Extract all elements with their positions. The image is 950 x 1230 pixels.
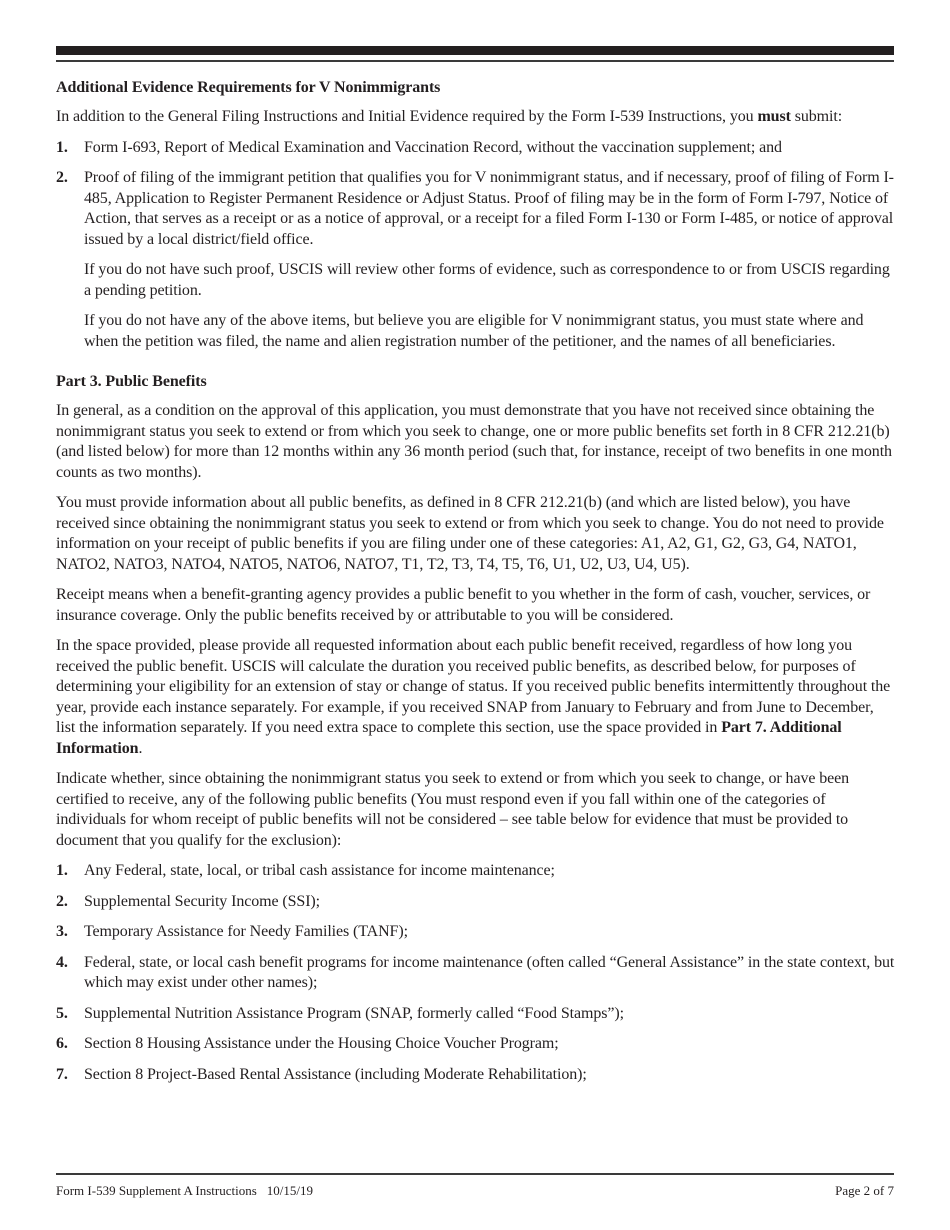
part3-paragraph: Receipt means when a benefit-granting agency provides a public benefit to you whether in the form of cash, voucher, services, or insurance coverage. Only the public benefits received by or attributable to you will be considered. <box>56 586 871 624</box>
list-item: 1. Any Federal, state, local, or tribal cash assistance for income maintenance; <box>56 862 555 879</box>
v-intro-paragraph: In addition to the General Filing Instructions and Initial Evidence required by the Form I-539 Instructions, you must submit: <box>56 108 843 125</box>
footer-form-info <box>56 1183 313 1199</box>
v-evidence-list <box>56 138 896 251</box>
list-item: 1. Form I-693, Report of Medical Examination and Vaccination Record, without the vaccination supplement; and <box>56 138 782 156</box>
v-sub-paragraph: If you do not have such proof, USCIS will review other forms of evidence, such as correspondence to or from USCIS regarding a pending petition. <box>84 261 890 299</box>
list-item: 6. Section 8 Housing Assistance under the Housing Choice Voucher Program; <box>56 1035 559 1052</box>
footer-rule <box>56 1173 894 1175</box>
part3-paragraph: In general, as a condition on the approval of this application, you must demonstrate that you have not received since obtaining the nonimmigrant status you seek to extend or from which you seek to change, one or more public benefits set forth in 8 CFR 212.21(b) (and listed below) for more than 12 months within any 36 month period (such that, for instance, receipt of two benefits in one month counts as two months). <box>56 402 892 481</box>
list-item: 2. Supplemental Security Income (SSI); <box>56 892 321 910</box>
footer-page-number: Page 2 of 7 <box>835 1183 894 1198</box>
header-thick-rule <box>56 46 894 55</box>
list-item: 5. Supplemental Nutrition Assistance Program (SNAP, formerly called “Food Stamps”); <box>56 1004 624 1022</box>
list-item: 3. Temporary Assistance for Needy Families (TANF); <box>56 923 408 940</box>
footer-edition-date: 10/15/19 <box>266 1183 314 1198</box>
footer-form-name: Form I-539 Supplement A Instructions <box>56 1183 257 1198</box>
part3-space-paragraph: In the space provided, please provide all requested information about each public benefit received, regardless of how long you received the public benefit. USCIS will calculate the duration you received public benefits, as described below, for purposes of determining your eligibility for an extension of stay or change of status. If you received public benefits intermittently throughout the year, provide each instance separately. For example, if you received SNAP from January to February and from June to December, list the information separately. If you need extra space to complete this section, use the space provided in Part 7. Additional Information. <box>56 637 891 757</box>
part7-reference: Part 7. Additional Information <box>56 719 842 757</box>
part3-indicate-paragraph: Indicate whether, since obtaining the nonimmigrant status you seek to extend or from which you seek to change, or have been certified to receive, any of the following public benefits (You must respond even if you fall within one of the categories of individuals for whom receipt of public benefits will not be considered – see table below for evidence that must be provided to document that you qualify for the exclusion): <box>56 770 850 849</box>
list-item: 4. Federal, state, or local cash benefit programs for income maintenance (often called “General Assistance” in the state context, but which may exist under other names); <box>56 953 895 991</box>
list-item: 7. Section 8 Project-Based Rental Assistance (including Moderate Rehabilitation); <box>56 1065 587 1083</box>
public-benefits-list <box>56 861 896 1085</box>
list-item: 2. Proof of filing of the immigrant petition that qualifies you for V nonimmigrant status, and if necessary, proof of filing of Form I-485, Application to Register Permanent Residence or Adjust Status. Proof of filing may be in the form of Form I-797, Notice of Action, that serves as a receipt or as a notice of approval, or a receipt for a filed Form I-130 or Form I-485, or notice of approval issued by a local district/field office. <box>56 169 894 248</box>
document-body <box>56 78 896 1095</box>
v-sub-paragraph: If you do not have any of the above items, but believe you are eligible for V nonimmigrant status, you must state where and when the petition was filed, the name and alien registration number of the petitioner, and the names of all beneficiaries. <box>84 312 864 350</box>
part3-paragraph: You must provide information about all public benefits, as defined in 8 CFR 212.21(b) (and which are listed below), you have received since obtaining the nonimmigrant status you seek to extend or from which you seek to change. You do not need to provide information on your receipt of public benefits if you are filing under one of these categories: A1, A2, G1, G2, G3, G4, NATO1, NATO2, NATO3, NATO4, NATO5, NATO6, NATO7, T1, T2, T3, T4, T5, T6, U1, U2, U3, U4, U5). <box>56 494 884 573</box>
page-footer <box>56 1183 894 1199</box>
section-heading-part3: Part 3. Public Benefits <box>56 373 207 390</box>
section-heading-v-nonimmigrants: Additional Evidence Requirements for V Nonimmigrants <box>56 79 441 96</box>
header-thin-rule <box>56 60 894 62</box>
